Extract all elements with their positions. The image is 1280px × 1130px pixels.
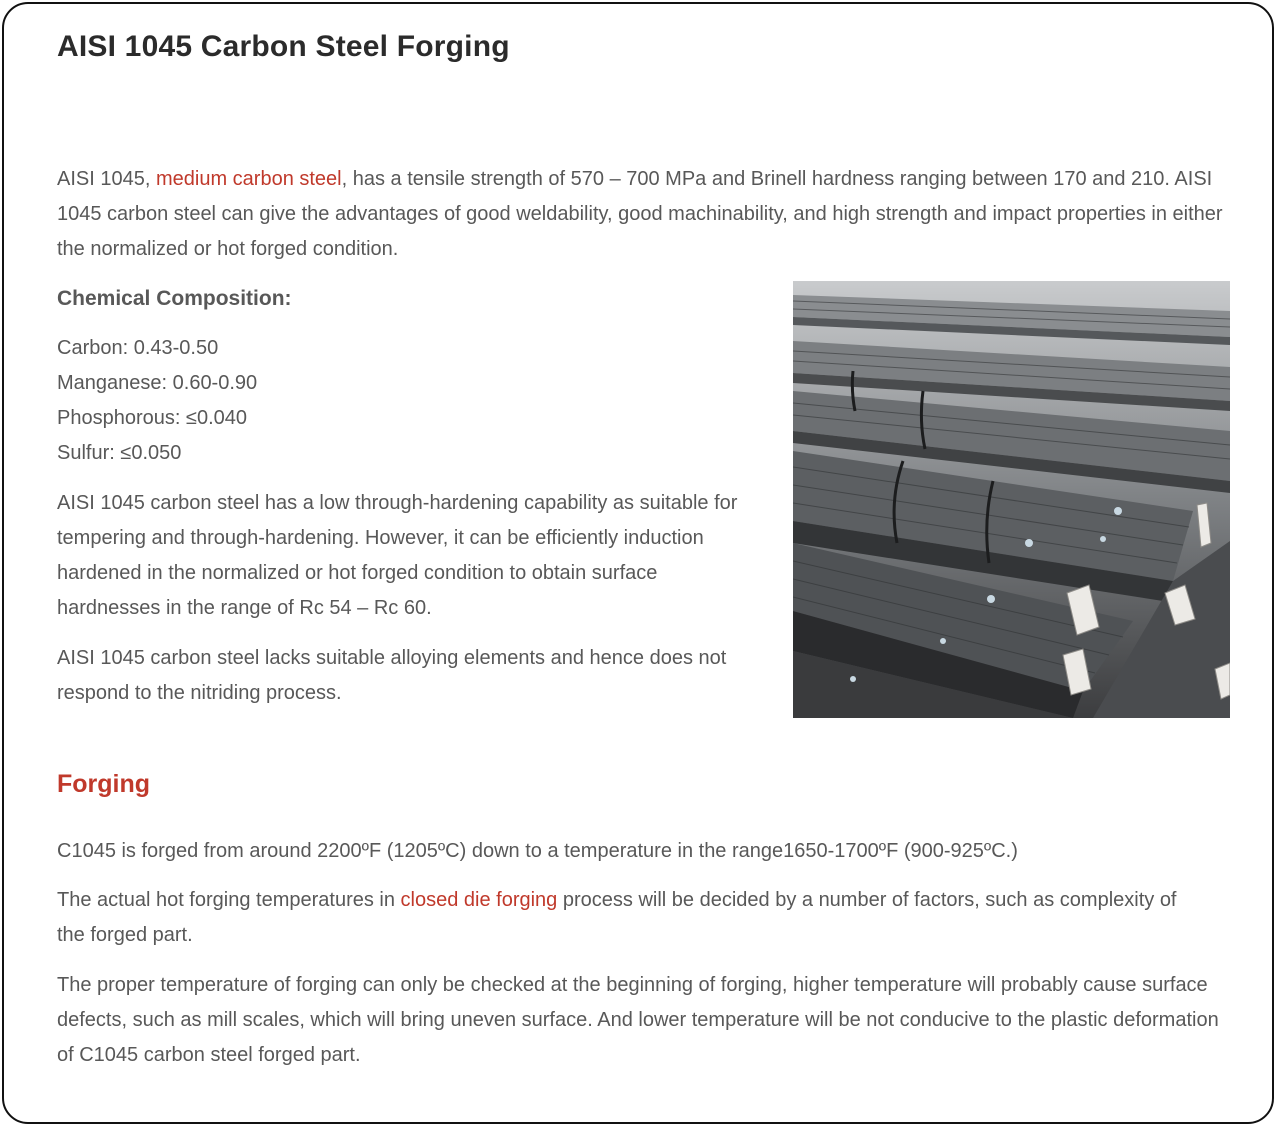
composition-list [57,331,257,471]
closed-die-text-end: process will be decided by a number of factors, such as complexity of the forged part. [57,889,1177,946]
composition-item-phosphorous: Phosphorous: ≤0.040 [57,407,247,429]
closed-die-forging-link[interactable]: closed die forging [400,889,558,911]
page-title: AISI 1045 Carbon Steel Forging [57,30,510,63]
intro-text-end: , has a tensile strength of 570 – 700 MPa and Brinell hardness ranging between 170 and 210. AISI 1045 carbon steel can give the advantages of good weldability, good machinability, and high strength and impact properties in either the normalized or hot forged condition. [57,168,1223,260]
composition-item-manganese: Manganese: 0.60-0.90 [57,372,258,394]
composition-item-sulfur: Sulfur: ≤0.050 [57,442,182,464]
nitriding-paragraph: AISI 1045 carbon steel lacks suitable alloying elements and hence does not respond to the nitriding process. [57,647,727,704]
forging-temperature-paragraph: C1045 is forged from around 2200ºF (1205ºC) down to a temperature in the range1650-1700ºF (900-925ºC.) [57,840,1018,862]
closed-die-paragraph [57,883,1177,953]
proper-temperature-paragraph: The proper temperature of forging can only be checked at the beginning of forging, higher temperature will probably cause surface defects, such as mill scales, which will bring uneven surface. And lower temperature will be not conducive to the plastic deformation of C1045 carbon steel forged part. [57,974,1219,1066]
intro-text-start: AISI 1045, [57,168,156,190]
forging-heading: Forging [57,770,151,798]
hardening-paragraph: AISI 1045 carbon steel has a low through-hardening capability as suitable for tempering and through-hardening. However, it can be efficiently induction hardened in the normalized or hot forged condition to obtain surface hardnesses in the range of Rc 54 – Rc 60. [57,492,738,619]
steel-bars-image [793,281,1230,718]
medium-carbon-steel-link[interactable]: medium carbon steel [155,168,342,190]
intro-paragraph [57,162,1227,267]
closed-die-text-start: The actual hot forging temperatures in [57,889,401,911]
composition-item-carbon: Carbon: 0.43-0.50 [57,337,219,359]
chemical-composition-heading: Chemical Composition: [57,287,292,310]
